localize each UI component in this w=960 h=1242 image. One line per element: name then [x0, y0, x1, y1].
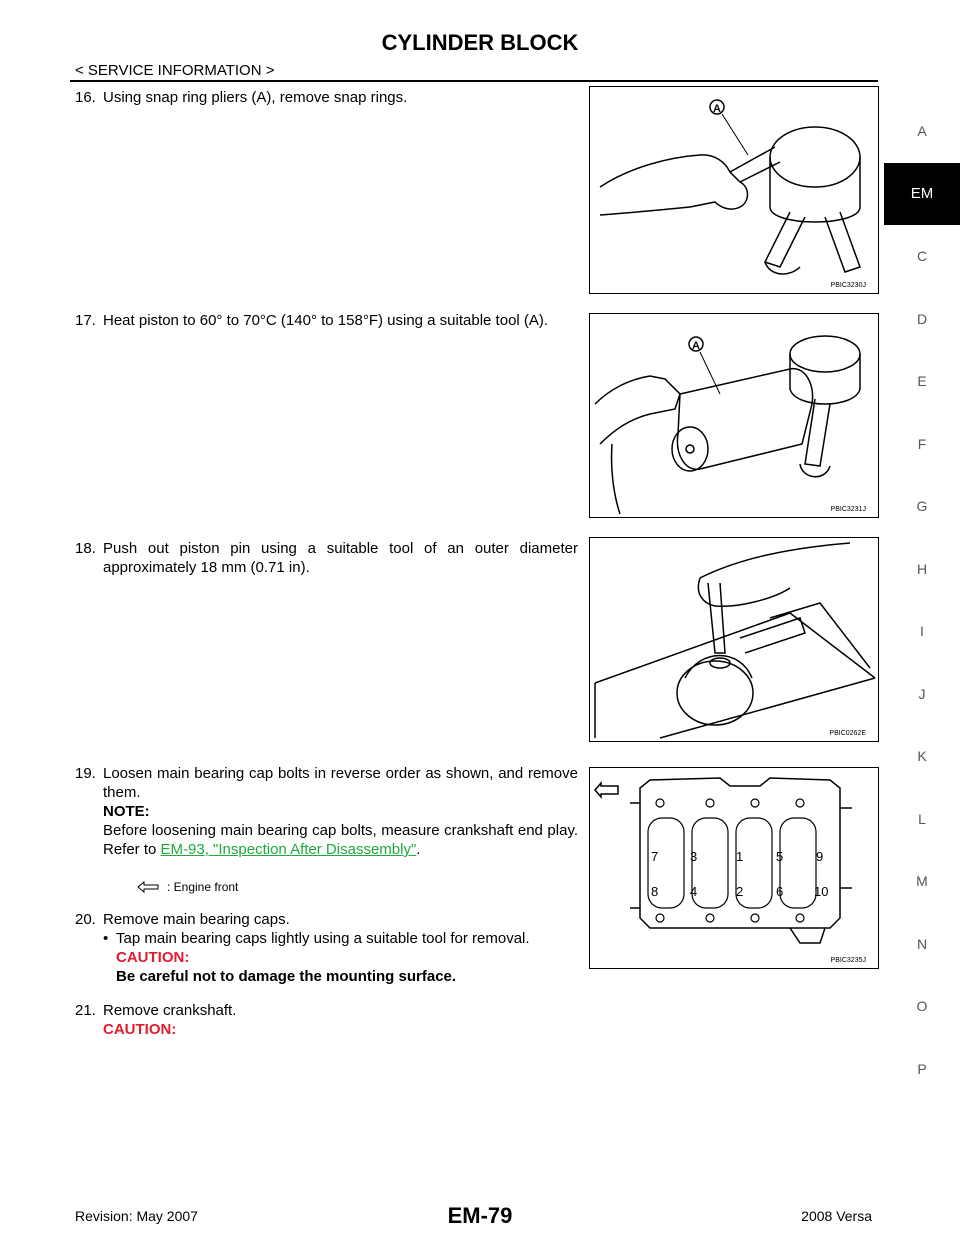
page-number: EM-79: [447, 1203, 513, 1228]
section-breadcrumb: < SERVICE INFORMATION >: [75, 62, 275, 79]
caution-label: CAUTION:: [103, 1021, 177, 1038]
bolt-number: 6: [776, 884, 784, 899]
tab-i[interactable]: I: [920, 623, 924, 640]
piston-pin-illustration: [590, 538, 878, 741]
tab-m[interactable]: M: [916, 873, 928, 890]
heat-piston-illustration: [590, 314, 878, 517]
callout-a: A: [713, 103, 721, 115]
tab-em[interactable]: EM: [884, 163, 960, 226]
bullet-text: Tap main bearing caps lightly using a suitable tool for removal.: [116, 930, 530, 947]
cylinder-block-illustration: [590, 768, 878, 968]
step-number: 17.: [75, 312, 96, 329]
tab-h[interactable]: H: [916, 560, 928, 577]
step-text: Remove crankshaft.: [103, 1002, 237, 1019]
bolt-number: 1: [736, 849, 744, 864]
step-number: 21.: [75, 1002, 96, 1019]
step-text: Using snap ring pliers (A), remove snap rings.: [103, 89, 408, 106]
step-text: Push out piston pin using a suitable tool of an outer diameter approximately 18 mm (0.71 in).: [103, 540, 578, 576]
figure-code: PBIC3230J: [830, 282, 866, 289]
step-20: [75, 910, 578, 986]
step-19: [75, 764, 578, 859]
step-21: [75, 1001, 578, 1039]
tab-o[interactable]: O: [916, 998, 928, 1015]
legend-text: : Engine front: [167, 880, 239, 894]
callout-a: A: [692, 340, 700, 352]
page-title: CYLINDER BLOCK: [381, 30, 579, 55]
tab-c[interactable]: C: [916, 248, 928, 265]
figure-heat-piston: [589, 313, 879, 518]
figure-snap-ring-pliers: [589, 86, 879, 294]
tab-l[interactable]: L: [918, 810, 926, 827]
step-number: 20.: [75, 911, 96, 928]
figure-code: PBIC3235J: [830, 957, 866, 964]
tab-p[interactable]: P: [917, 1060, 927, 1077]
tab-a[interactable]: A: [917, 123, 927, 140]
step-18: [75, 539, 578, 577]
step-17: [75, 311, 578, 330]
snap-ring-illustration: [590, 87, 878, 293]
step-text: Remove main bearing caps.: [103, 911, 290, 928]
figure-bearing-cap-order: [589, 767, 879, 969]
bullet-item: • Tap main bearing caps lightly using a suitable tool for removal.: [103, 930, 530, 947]
bolt-number: 7: [651, 849, 659, 864]
note-end: .: [416, 841, 421, 858]
tab-d[interactable]: D: [916, 310, 928, 327]
bolt-number: 3: [690, 849, 698, 864]
engine-front-arrow-icon: [595, 783, 618, 797]
bolt-number: 2: [736, 884, 744, 899]
figure-push-piston-pin: [589, 537, 879, 742]
bolt-number: 8: [651, 884, 659, 899]
note-label: NOTE:: [103, 803, 150, 820]
caution-text: Be careful not to damage the mounting surface.: [116, 968, 457, 985]
reference-link[interactable]: EM-93, "Inspection After Disassembly": [160, 841, 417, 858]
revision-date: Revision: May 2007: [75, 1208, 198, 1224]
header-divider: [70, 80, 878, 82]
step-number: 18.: [75, 540, 96, 557]
note-text: Before loosening main bearing cap bolts, measure crankshaft end play. Refer to: [103, 822, 578, 858]
tab-e[interactable]: E: [917, 373, 927, 390]
step-16: [75, 88, 578, 107]
bolt-number: 9: [816, 849, 824, 864]
step-text: Heat piston to 60° to 70°C (140° to 158°F) using a suitable tool (A).: [103, 312, 549, 329]
model-year: 2008 Versa: [801, 1208, 872, 1224]
tab-j[interactable]: J: [918, 685, 926, 702]
step-number: 16.: [75, 89, 96, 106]
tab-g[interactable]: G: [916, 498, 928, 515]
step-number: 19.: [75, 765, 96, 782]
tab-f[interactable]: F: [917, 435, 927, 452]
tab-n[interactable]: N: [916, 935, 928, 952]
step-text: Loosen main bearing cap bolts in reverse order as shown, and remove them.: [103, 765, 578, 801]
section-index-tabs: [884, 100, 960, 1100]
engine-front-arrow-icon: [137, 881, 159, 893]
tab-k[interactable]: K: [917, 748, 927, 765]
figure-code: PBIC3231J: [830, 506, 866, 513]
note-body: [103, 821, 578, 859]
caution-label: CAUTION:: [116, 949, 190, 966]
bolt-number: 10: [814, 884, 829, 899]
bolt-number: 4: [690, 884, 698, 899]
figure-code: PBIC0262E: [829, 730, 866, 737]
bolt-number: 5: [776, 849, 784, 864]
figure-legend: [137, 880, 238, 894]
